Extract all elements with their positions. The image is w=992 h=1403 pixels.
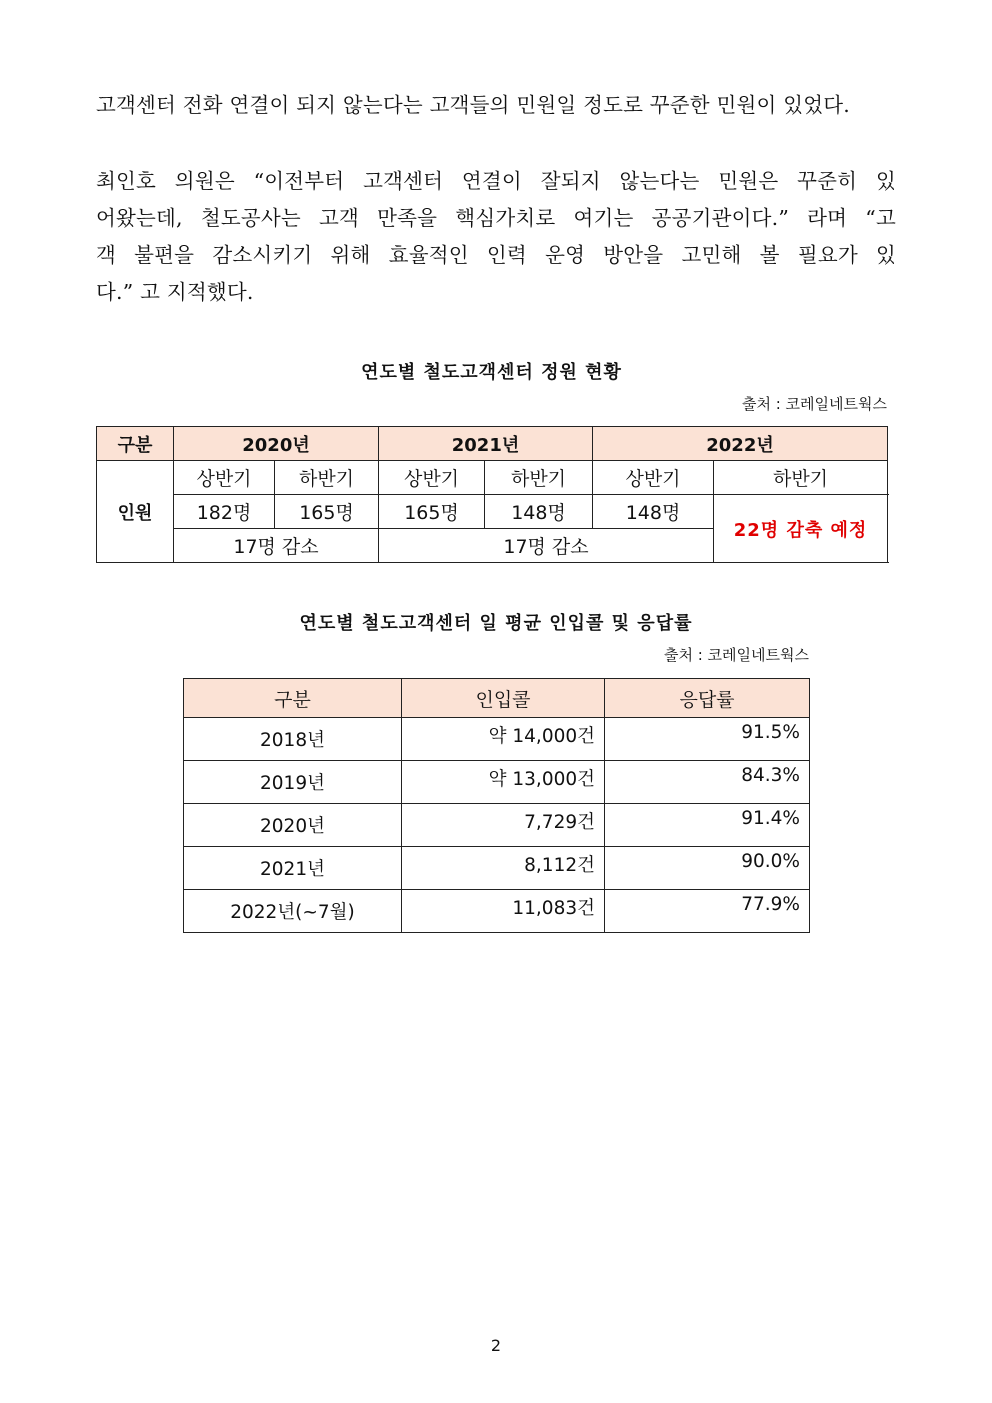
decrease-2021: 17명 감소 [379, 529, 714, 563]
table-row [184, 804, 810, 847]
planned-cut-2022: 22명 감축 예정 [714, 495, 888, 563]
half-2022-2: 하반기 [714, 461, 888, 495]
paragraph-line: 고객센터 전화 연결이 되지 않는다는 고객들의 민원일 정도로 꾸준한 민원이 있었다. [96, 93, 850, 117]
paragraph-line: 어왔는데, 철도공사는 고객 만족을 핵심가치로 여기는 공공기관이다.” 라며 “고 [96, 206, 896, 230]
table1-title: 연도별 철도고객센터 정원 현황 [361, 362, 622, 383]
row-rate: 84.3% [605, 761, 810, 804]
count-2020-2: 165명 [275, 495, 379, 529]
header-2021: 2021년 [379, 427, 593, 461]
row-year: 2018년 [184, 718, 402, 761]
table-row-counts [97, 495, 888, 529]
half-2020-1: 상반기 [174, 461, 275, 495]
row-year: 2019년 [184, 761, 402, 804]
count-2020-1: 182명 [174, 495, 275, 529]
half-2020-2: 하반기 [275, 461, 379, 495]
row-rate: 91.5% [605, 718, 810, 761]
row-year: 2022년(~7월) [184, 890, 402, 933]
table-row [184, 890, 810, 933]
header-2022: 2022년 [593, 427, 888, 461]
calls-table [183, 678, 810, 933]
decrease-2020: 17명 감소 [174, 529, 379, 563]
row-rate: 91.4% [605, 804, 810, 847]
table-row-halves [97, 461, 888, 495]
count-2021-2: 148명 [485, 495, 593, 529]
half-2021-1: 상반기 [379, 461, 485, 495]
paragraph-line: 최인호 의원은 “이전부터 고객센터 연결이 잘되지 않는다는 민원은 꾸준히 있 [96, 169, 896, 193]
paragraph-quote [96, 163, 896, 311]
table2-title: 연도별 철도고객센터 일 평균 인입콜 및 응답률 [299, 613, 693, 634]
row-year: 2020년 [184, 804, 402, 847]
row-label-staff: 인원 [97, 461, 174, 563]
table-row [184, 761, 810, 804]
row-year: 2021년 [184, 847, 402, 890]
row-rate: 90.0% [605, 847, 810, 890]
staffing-table [96, 426, 888, 563]
table-header-row [184, 679, 810, 718]
header-response-rate: 응답률 [605, 679, 810, 718]
header-2020: 2020년 [174, 427, 379, 461]
row-calls: 약 13,000건 [402, 761, 605, 804]
table-header-row [97, 427, 888, 461]
row-calls: 11,083건 [402, 890, 605, 933]
paragraph-intro [96, 87, 896, 124]
table-row [184, 847, 810, 890]
table2-source: 출처 : 코레일네트웍스 [663, 646, 809, 664]
paragraph-line: 객 불편을 감소시키기 위해 효율적인 인력 운영 방안을 고민해 볼 필요가 있 [96, 243, 896, 267]
row-rate: 77.9% [605, 890, 810, 933]
paragraph-line: 다.” 고 지적했다. [96, 280, 254, 304]
header-category: 구분 [184, 679, 402, 718]
page-number: 2 [490, 1336, 502, 1355]
header-incoming-calls: 인입콜 [402, 679, 605, 718]
table1-source: 출처 : 코레일네트웍스 [741, 395, 887, 413]
header-category: 구분 [97, 427, 174, 461]
row-calls: 8,112건 [402, 847, 605, 890]
row-calls: 약 14,000건 [402, 718, 605, 761]
half-2022-1: 상반기 [593, 461, 714, 495]
count-2022-1: 148명 [593, 495, 714, 529]
count-2021-1: 165명 [379, 495, 485, 529]
half-2021-2: 하반기 [485, 461, 593, 495]
table-row [184, 718, 810, 761]
row-calls: 7,729건 [402, 804, 605, 847]
